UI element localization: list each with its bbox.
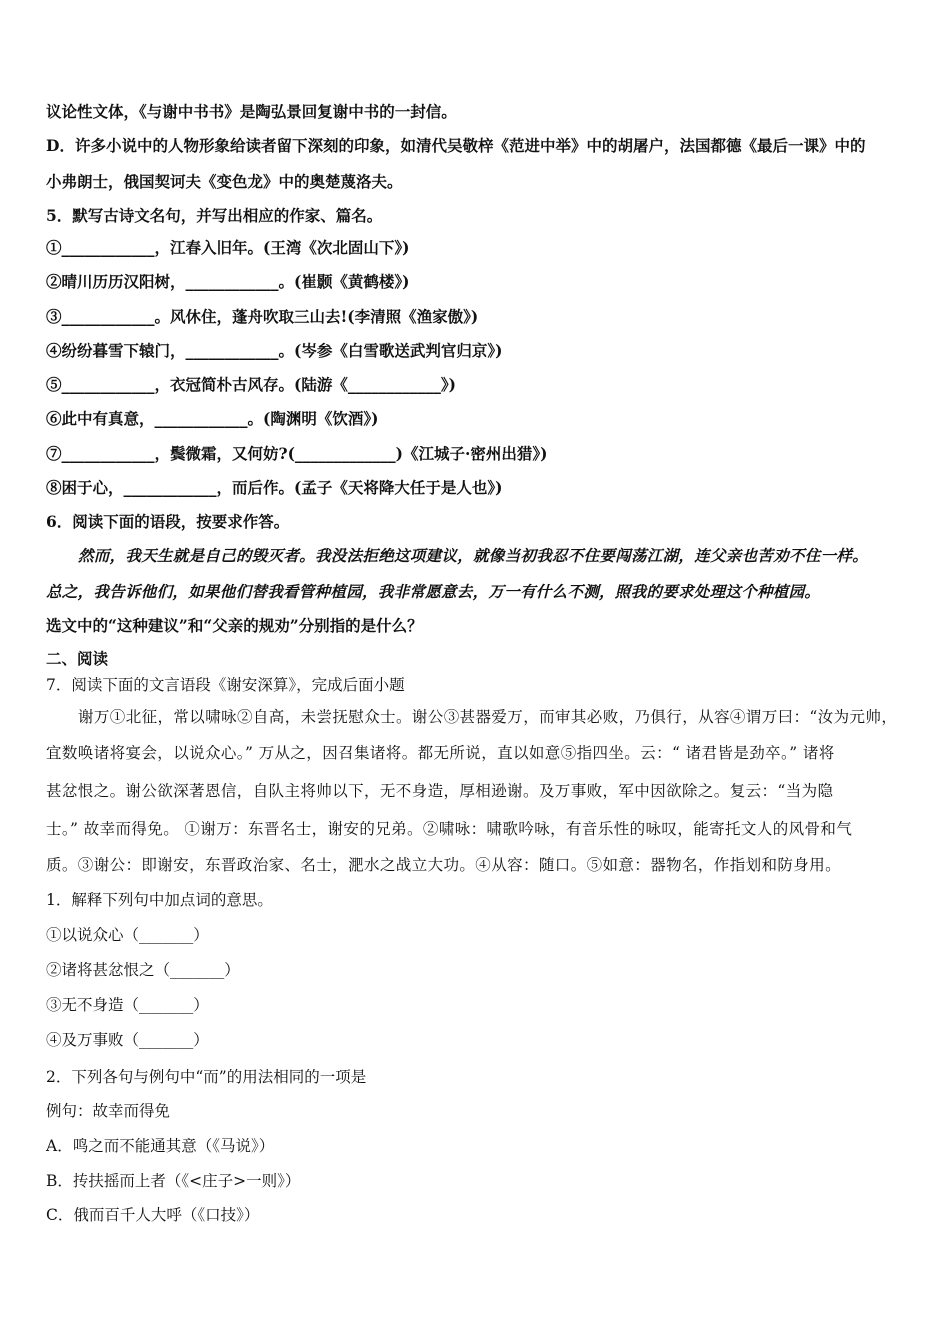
recite-item-5: ⑤____________，衣冠简朴古风存。(陆游《____________》): [46, 375, 456, 394]
subq-1-item-3: ③无不身造（_______）: [46, 996, 209, 1014]
example-sentence: 例句：故幸而得免: [46, 1102, 171, 1120]
line-2: D．许多小说中的人物形象给读者留下深刻的印象，如清代吴敬梓《范进中举》中的胡屠户，法国都德《最后一课》中的: [46, 136, 866, 155]
option-b: B．抟扶摇而上者（《<庄子>一则》）: [46, 1172, 301, 1190]
question-6-prompt: 选文中的“这种建议”和“父亲的规劝”分别指的是什么？: [46, 616, 423, 635]
classical-line-5: 质。③谢公：即谢安，东晋政治家、名士，淝水之战立大功。④从容：随口。⑤如意：器物名，作指划和防身用。: [46, 856, 842, 874]
line-3: 小弗朗士，俄国契诃夫《变色龙》中的奥楚蔑洛夫。: [46, 172, 403, 191]
question-6-title: 6．阅读下面的语段，按要求作答。: [46, 512, 290, 531]
passage-6-line-2: 总之，我告诉他们，如果他们替我看管种植园，我非常愿意去，万一有什么不测，照我的要求处理这个种植园。: [46, 582, 821, 601]
passage-6-line-1: 然而，我天生就是自己的毁灭者。我没法拒绝这项建议，就像当初我忍不住要闯荡江湖，连父亲也苦劝不住一样。: [78, 546, 869, 565]
question-5-title: 5．默写古诗文名句，并写出相应的作家、篇名。: [46, 206, 383, 225]
line-1: 议论性文体，《与谢中书书》是陶弘景回复谢中书的一封信。: [46, 102, 457, 121]
recite-item-1: ①____________，江春入旧年。(王湾《次北固山下》): [46, 238, 410, 257]
subq-1-title: 1．解释下列句中加点词的意思。: [46, 891, 273, 909]
recite-item-3: ③____________。风休住，蓬舟吹取三山去!(李清照《渔家傲》): [46, 307, 479, 326]
classical-line-2: 宜数唤诸将宴会，以说众心。” 万从之，因召集诸将。都无所说，直以如意⑤指四坐。云：“ 诸君皆是劲卒。” 诸将: [46, 744, 835, 762]
classical-line-4: 士。” 故幸而得免。 ①谢万：东晋名士，谢安的兄弟。②啸咏：啸歌吟咏，有音乐性的咏叹，能寄托文人的风骨和气: [46, 820, 853, 838]
question-7-title: 7．阅读下面的文言语段《谢安深算》，完成后面小题: [46, 676, 405, 694]
option-c: C．俄而百千人大呼（《口技》）: [46, 1206, 260, 1224]
subq-1-item-2: ②诸将甚忿恨之（_______）: [46, 961, 240, 979]
subq-2-title: 2．下列各句与例句中“而”的用法相同的一项是: [46, 1068, 367, 1086]
subq-1-item-4: ④及万事败（_______）: [46, 1031, 209, 1049]
option-a: A．鸣之而不能通其意（《马说》）: [46, 1137, 275, 1155]
classical-line-1: 谢万①北征，常以啸咏②自高，未尝抚慰众士。谢公③甚器爱万，而审其必败，乃俱行，从容④谓万曰：“汝为元帅，: [78, 708, 898, 726]
recite-item-7: ⑦____________，鬓微霜，又何妨?(_____________)《江城子·密州出猎》): [46, 444, 548, 463]
section-heading: 二、阅读: [46, 649, 109, 668]
recite-item-4: ④纷纷暮雪下辕门，____________。(岑参《白雪歌送武判官归京》): [46, 341, 503, 360]
recite-item-2: ②晴川历历汉阳树，____________。(崔颢《黄鹤楼》): [46, 272, 410, 291]
recite-item-8: ⑧困于心，____________，而后作。(孟子《天将降大任于是人也》): [46, 478, 503, 497]
recite-item-6: ⑥此中有真意，____________。(陶渊明《饮酒》): [46, 409, 379, 428]
classical-line-3: 甚忿恨之。谢公欲深著恩信，自队主将帅以下，无不身造，厚相逊谢。及万事败，军中因欲除之。复云：“当为隐: [46, 782, 834, 800]
subq-1-item-1: ①以说众心（_______）: [46, 926, 209, 944]
